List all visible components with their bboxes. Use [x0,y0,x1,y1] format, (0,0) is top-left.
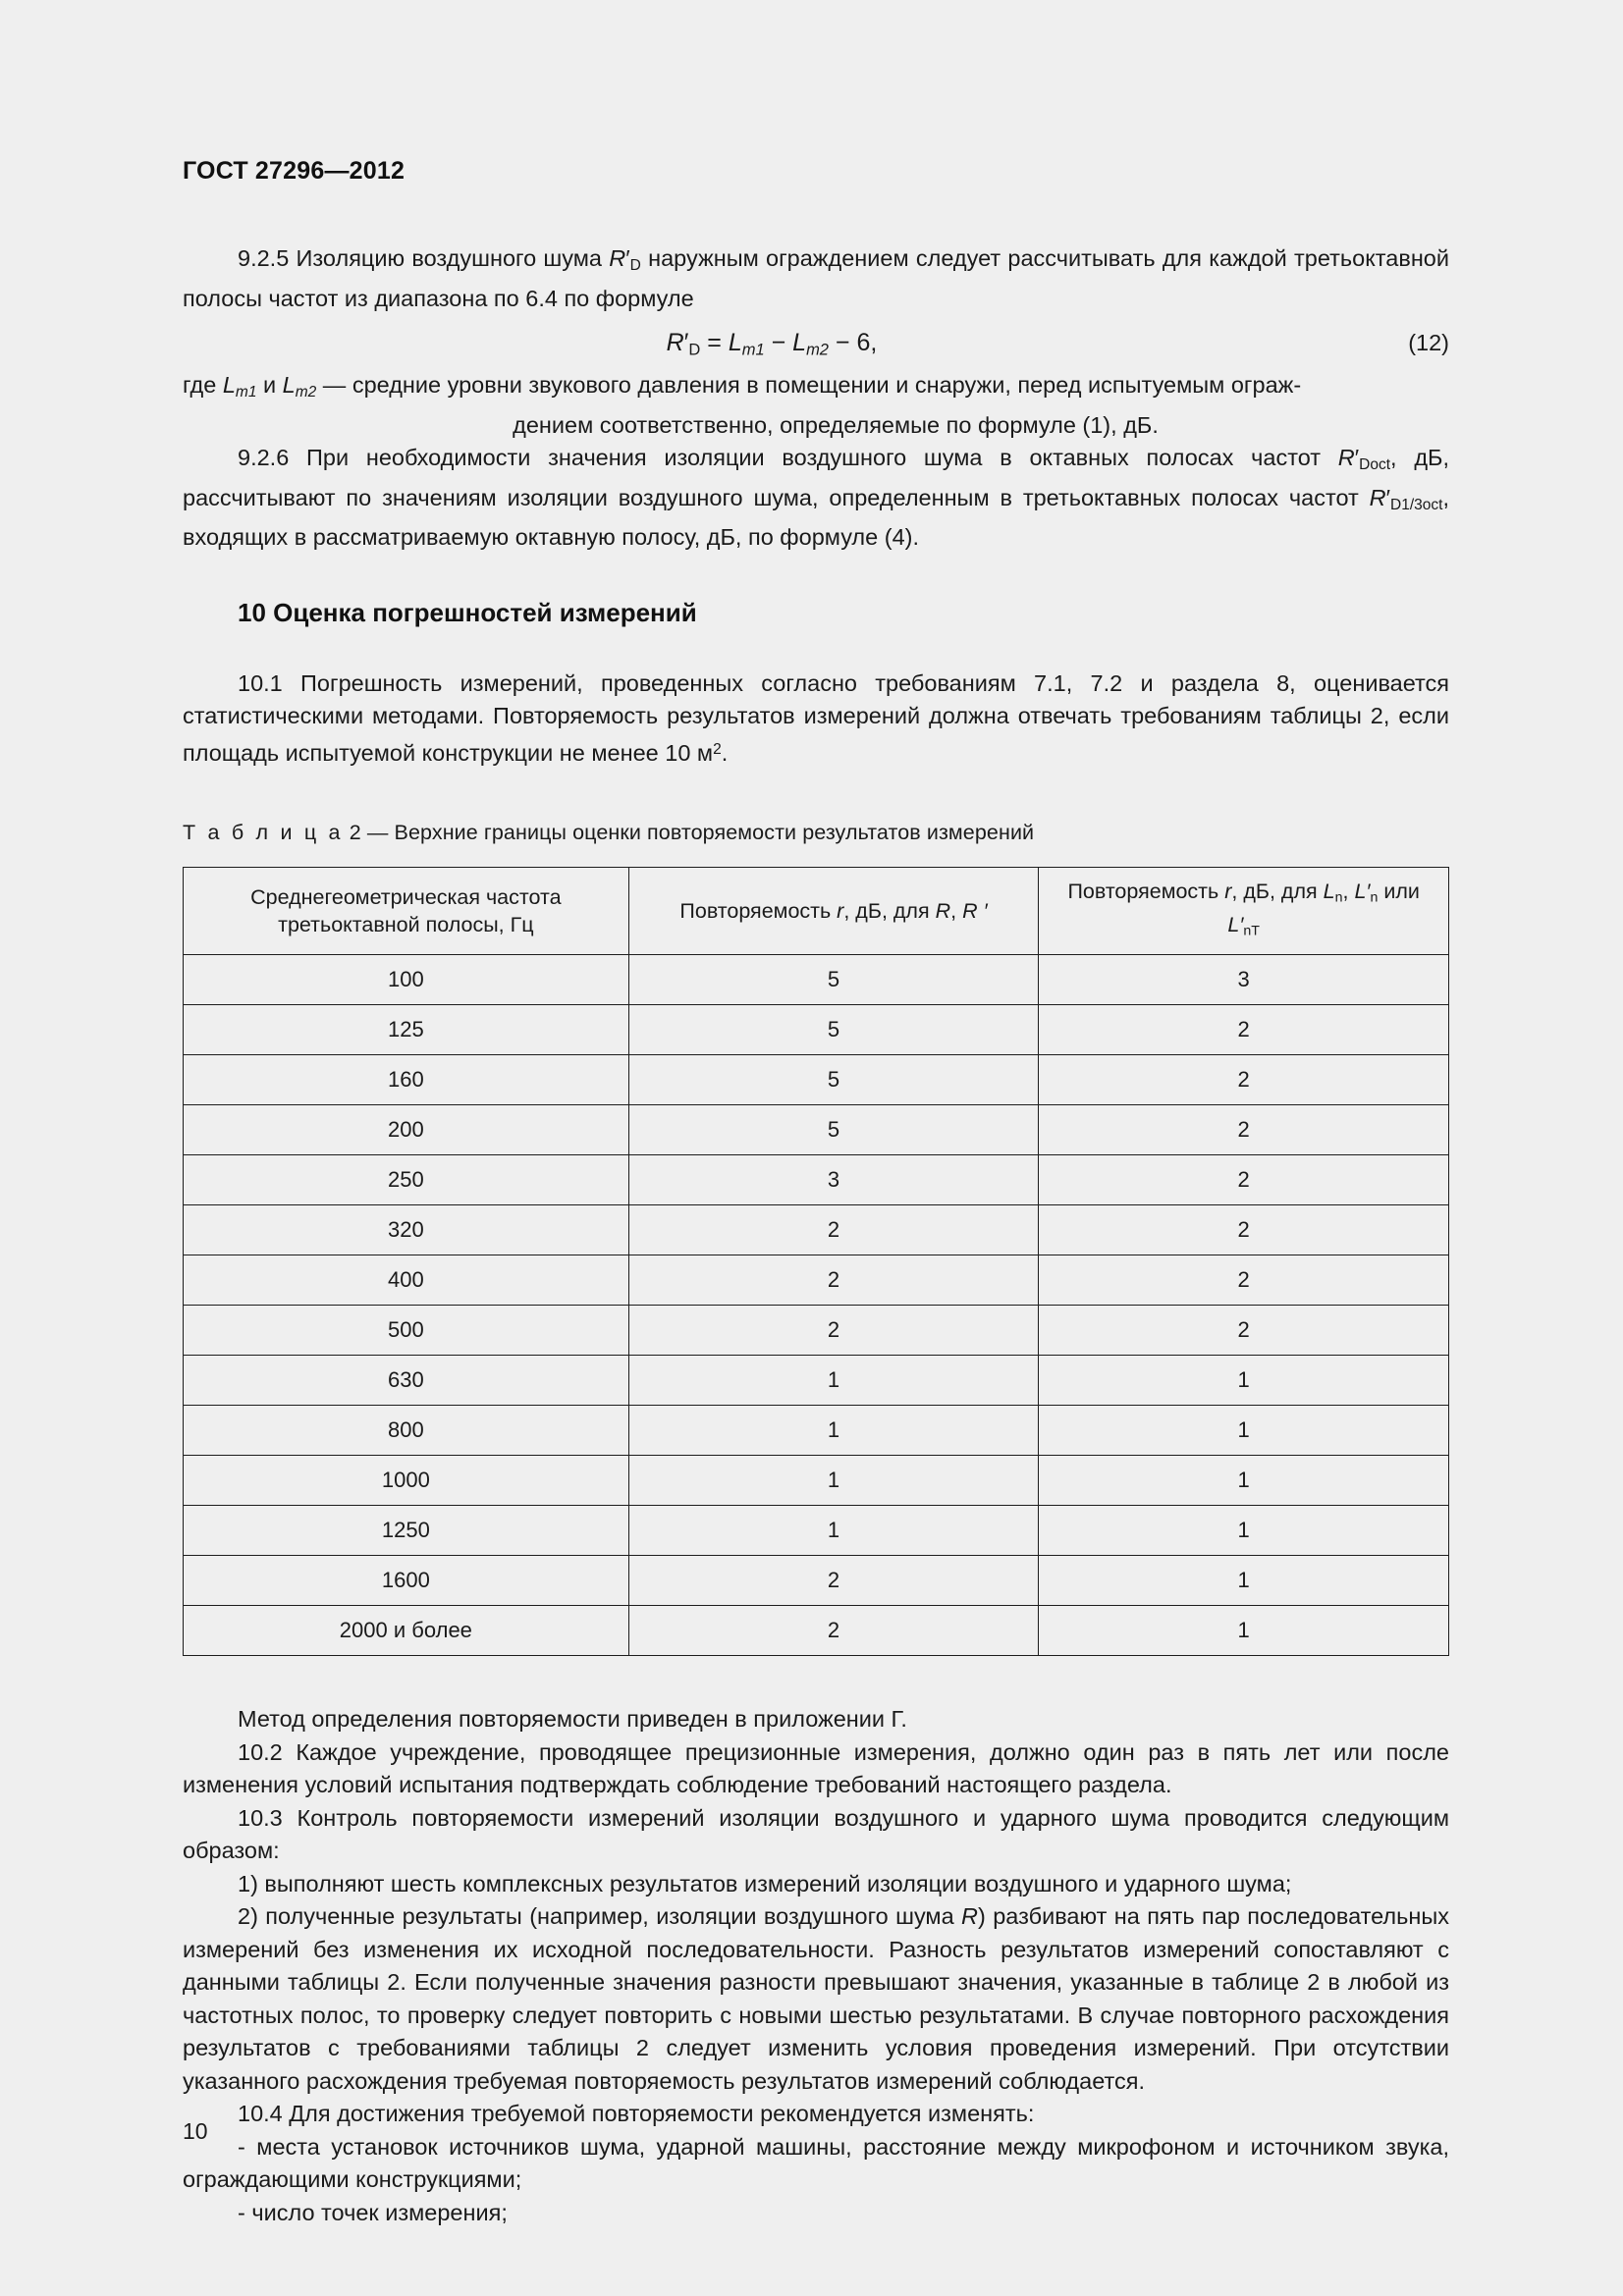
variable-R-Doct: $R'_{Doct}$ [1337,445,1391,474]
table-header-col3-variable-Ln-prime [1354,879,1379,906]
table-header-repeatability-R [628,868,1039,955]
formula-term1-letter: L [728,329,742,357]
list-item-2-part-2: ) разбивают на пять пар последовательных измерений без изменения их исходной последовательности. Разность результатов измерений сопоставляют с данными таблицы 2. Если полученные значения разности превышают значения, указанные в таблице 2 в любой из частотных полос, то проверку следует повторить с новыми шестью результатами. В случае повторного расхождения результатов с требованиями таблицы 2 следует изменить условия проведения измерений. При отсутствии указанного расхождения требуемая повторяемость результатов измерений соблюдается. [183,1903,1450,2094]
table-2-caption [183,821,1449,845]
table-2-caption-text: 2 — Верхние границы оценки повторяемости результатов измерений [343,821,1035,845]
where-line-2: дением соответственно, определяемые по формуле (1), дБ. [513,411,1159,438]
cell-repeatability-L: 2 [1039,1306,1449,1356]
cell-repeatability-L: 1 [1039,1506,1449,1556]
table-header-col3-LnT-subscript: nТ [1243,924,1260,940]
dash-item-2: - число точек измерения; [238,2199,508,2225]
table-header-col2-middle: , дБ, для [843,899,936,924]
cell-frequency: 1000 [184,1456,629,1506]
cell-frequency: 800 [184,1406,629,1456]
table-header-col3-separator: , [1342,879,1355,903]
where-conjunction: и [256,372,283,399]
cell-repeatability-R: 5 [628,955,1039,1005]
table-row [184,1306,1449,1356]
table-row [184,1456,1449,1506]
formula-minus-1: − [764,329,793,357]
cell-frequency: 400 [184,1255,629,1306]
list-item-2-part-1: 2) полученные результаты (например, изоляции воздушного шума [238,1903,962,1930]
variable-R-D13oct-letter: R [1369,484,1386,510]
cell-repeatability-R: 2 [628,1606,1039,1656]
cell-repeatability-R: 2 [628,1556,1039,1606]
clause-10-1-superscript: 2 [713,740,722,758]
clause-10-3: 10.3 Контроль повторяемости измерений изоляции воздушного и ударного шума проводится следующим образом: [183,1804,1449,1864]
formula-12-row [183,329,1449,359]
clause-10-1-period: . [721,739,729,766]
table-2-head [184,868,1449,955]
table-header-frequency-line-1: Среднегеометрическая частота [250,885,562,910]
table-header-col2-variable-r: r [837,899,844,924]
formula-term2-subscript: m2 [806,341,829,359]
where-variable-1-subscript: m1 [235,384,257,401]
cell-repeatability-R: 5 [628,1055,1039,1105]
table-2-body [184,955,1449,1656]
variable-R-D: $R'_D$ [609,245,641,275]
table-2 [183,867,1449,1656]
clause-9-2-6 [183,442,1449,555]
cell-frequency: 160 [184,1055,629,1105]
clause-9-2-5-text-before: 9.2.5 Изоляцию воздушного шума [238,245,610,271]
table-header-col2-variable-R-prime: R ′ [962,899,988,924]
cell-frequency: 630 [184,1356,629,1406]
formula-lhs-letter: R [666,329,684,357]
table-header-col3-Ln-letter: L [1323,879,1335,903]
table-row [184,1606,1449,1656]
cell-repeatability-L: 1 [1039,1406,1449,1456]
document-header: ГОСТ 27296—2012 [183,157,406,185]
formula-term1-subscript: m1 [741,341,765,359]
table-header-frequency-line-2: третьоктавной полосы, Гц [278,913,534,937]
where-line-1 [183,369,1449,409]
cell-frequency: 250 [184,1155,629,1205]
table-row [184,1506,1449,1556]
cell-repeatability-L: 1 [1039,1606,1449,1656]
cell-repeatability-R: 1 [628,1506,1039,1556]
table-header-col3-Ln-prime-subscript: n [1370,889,1379,906]
cell-repeatability-L: 1 [1039,1356,1449,1406]
cell-repeatability-L: 2 [1039,1005,1449,1055]
cell-repeatability-R: 3 [628,1155,1039,1205]
cell-frequency: 125 [184,1005,629,1055]
clause-9-2-6-part-3: , входящих в рассматриваемую октавную полосу, дБ, по формуле (4). [183,484,1449,551]
cell-frequency: 500 [184,1306,629,1356]
table-header-frequency [184,868,629,955]
formula-term2 [792,329,829,359]
table-header-col3-Ln-prime-letter: L′ [1354,879,1371,903]
cell-frequency: 320 [184,1205,629,1255]
table-header-col3-middle: , дБ, для [1231,879,1324,903]
cell-frequency: 100 [184,955,629,1005]
dash-item-1: - места установок источников шума, ударной машины, расстояние между микрофоном и источником звука, ограждающими конструкциями; [183,2133,1449,2193]
page-content [183,157,1449,2229]
formula-minus-6: − 6, [828,329,878,357]
clause-10-4: 10.4 Для достижения требуемой повторяемости рекомендуется изменять: [238,2101,1035,2127]
cell-repeatability-L: 2 [1039,1105,1449,1155]
table-row [184,1055,1449,1105]
where-prefix: где [183,372,223,399]
table-header-col2-prefix: Повторяемость [679,899,838,924]
table-header-row [184,868,1449,955]
table-row [184,1205,1449,1255]
cell-repeatability-L: 2 [1039,1155,1449,1205]
variable-R-Doct-letter: R [1337,445,1355,471]
cell-frequency: 200 [184,1105,629,1155]
table-header-repeatability-L [1039,868,1449,955]
table-header-col3-LnT-letter: L′ [1227,913,1244,937]
cell-repeatability-R: 2 [628,1306,1039,1356]
clause-9-2-6-part-1: 9.2.6 При необходимости значения изоляции воздушного шума в октавных полосах частот [238,445,1338,471]
clause-10-1-text: 10.1 Погрешность измерений, проведенных согласно требованиям 7.1, 7.2 и раздела 8, оценивается статистическими методами. Повторяемость результатов измерений должна отвечать требованиям таблицы 2, если площадь испытуемой конструкции не менее 10 м [183,669,1449,766]
clause-9-2-5 [183,242,1449,315]
cell-repeatability-L: 2 [1039,1055,1449,1105]
formula-where-block [183,369,1449,442]
cell-repeatability-R: 2 [628,1255,1039,1306]
variable-R-D13oct-subscript: D1/3oct [1390,496,1443,513]
formula-term2-letter: L [792,329,807,357]
after-table-text [183,1703,1449,2229]
cell-repeatability-R: 1 [628,1356,1039,1406]
cell-repeatability-L: 1 [1039,1556,1449,1606]
cell-repeatability-L: 2 [1039,1255,1449,1306]
cell-frequency: 1600 [184,1556,629,1606]
table-row [184,1005,1449,1055]
list-item-1: 1) выполняют шесть комплексных результатов измерений изоляции воздушного и ударного шума; [238,1870,1292,1896]
cell-repeatability-R: 1 [628,1456,1039,1506]
cell-repeatability-R: 5 [628,1105,1039,1155]
table-row [184,1406,1449,1456]
table-row [184,1155,1449,1205]
formula-lhs: $R'_D$ [666,329,701,359]
where-variable-2 [282,372,317,401]
table-header-col3-variable-Ln [1323,879,1343,906]
where-variable-1 [222,372,257,401]
clause-10-1 [183,667,1449,770]
table-header-col3-or: или [1378,879,1420,903]
variable-R-D13oct: $R'_{D1/3oct}$ [1369,484,1443,513]
cell-repeatability-R: 5 [628,1005,1039,1055]
table-row [184,955,1449,1005]
section-10-title: 10 Оценка погрешностей измерений [238,597,697,627]
where-variable-2-letter: L [282,372,296,399]
cell-frequency: 2000 и более [184,1606,629,1656]
table-header-col3-Ln-subscript: n [1334,889,1343,906]
where-description: — средние уровни звукового давления в помещении и снаружи, перед испытуемым ограж- [316,372,1302,399]
table-header-col2-separator: , [950,899,963,924]
variable-R-letter: R [609,245,626,271]
table-row [184,1556,1449,1606]
formula-equals: = [700,329,729,357]
variable-R-Doct-subscript: Doct [1359,456,1391,474]
table-row [184,1105,1449,1155]
table-header-col3-variable-LnT-prime [1227,913,1260,940]
cell-repeatability-L: 2 [1039,1205,1449,1255]
cell-frequency: 1250 [184,1506,629,1556]
formula-12-number: (12) [1408,330,1449,356]
table-header-col3-prefix: Повторяемость [1067,879,1225,903]
clause-9-2-5-text-after: наружным ограждением следует рассчитывать для каждой третьоктавной полосы частот из диапазона по 6.4 по формуле [183,245,1449,311]
formula-lhs-subscript: D [688,341,701,359]
where-variable-1-letter: L [222,372,236,399]
table-2-caption-label: Т а б л и ц а [183,821,344,845]
where-variable-2-subscript: m2 [295,384,317,401]
table-header-col3-variable-r: r [1224,879,1232,903]
page-number: 10 [183,2118,208,2144]
formula-term1 [728,329,765,359]
table-row [184,1356,1449,1406]
list-item-2 [183,1900,1449,2098]
method-note: Метод определения повторяемости приведен в приложении Г. [238,1706,907,1733]
clause-9-2-6-part-2: , дБ, рассчитывают по значениям изоляции воздушного шума, определенным в третьоктавных полосах частот [183,445,1449,510]
table-row [184,1255,1449,1306]
cell-repeatability-L: 3 [1039,955,1449,1005]
cell-repeatability-R: 2 [628,1205,1039,1255]
table-header-col2-variable-R: R [935,899,951,924]
variable-R-subscript: D [629,257,641,275]
clause-10-2: 10.2 Каждое учреждение, проводящее прецизионные измерения, должно один раз в пять лет или после изменения условий испытания подтверждать соблюдение требований настоящего раздела. [183,1738,1449,1798]
cell-repeatability-L: 1 [1039,1456,1449,1506]
formula-12-body [183,329,1361,359]
cell-repeatability-R: 1 [628,1406,1039,1456]
list-item-2-variable-R: R [961,1903,979,1930]
